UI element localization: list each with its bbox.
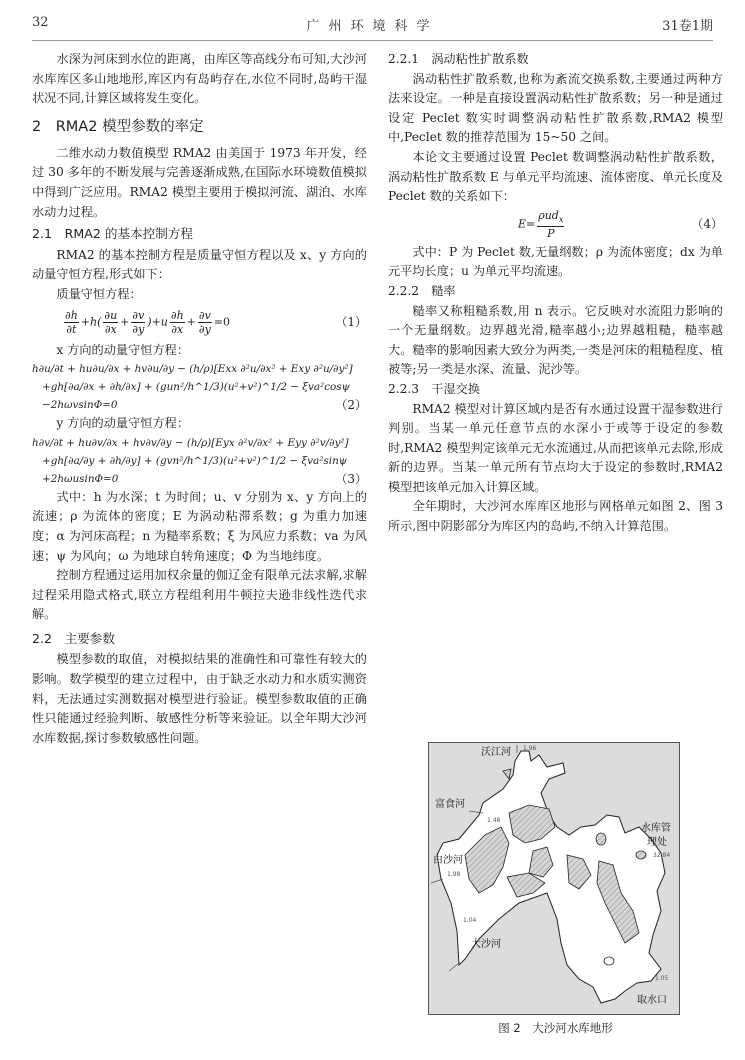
subsubsection-heading: 2.2.2 糙率 xyxy=(388,283,456,298)
island xyxy=(636,851,646,859)
equation-line: +gh[∂a/∂x + ∂h/∂x] + (gun²/h^1/3)(u²+v²)^1/2 − ξva²cosψ xyxy=(42,381,350,394)
label-dasha-river: 大沙河 xyxy=(471,939,501,950)
equation-number: （2） xyxy=(335,398,367,413)
paragraph: 糙率又称粗糙系数,用 n 表示。它反映对水流阻力影响的一个无量纲数。边界越光滑,糙率越小;边界越粗糙，糙率越大。糙率的影响因素大致分为两类,一类是河床的粗糙程度、植被等;另一类是水深、流量、泥沙等。 xyxy=(388,303,723,377)
section-heading: 2 RMA2 模型参数的率定 xyxy=(32,118,204,135)
value-intake: 1.05 xyxy=(655,975,669,982)
figure-caption: 图 2 大沙河水库地形 xyxy=(498,1021,613,1035)
paragraph: 全年期时，大沙河水库库区地形与网格单元如图 2、图 3 所示,图中阴影部分为库区内的岛屿,不纳入计算范围。 xyxy=(388,499,723,534)
label-baisha-river: 白沙河 xyxy=(433,855,463,866)
equation-label: x 方向的动量守恒方程： xyxy=(56,342,190,357)
equation-1: $\frac{\partial h}{\partial t}$ +h( $\frac{\partial u}{\partial x}$ + $\frac{\partial v}{\partial y}$ )+u $\frac{\partial h}{\partial x}$ + $\frac{\partial v}{\partial y}$ =0 （1） xyxy=(65,309,367,337)
paragraph: 本论文主要通过设置 Peclet 数调整涡动粘性扩散系数，涡动粘性扩散系数 E 与单元平均流速、流体密度、单元长度及 Peclet 数的关系如下： xyxy=(388,149,723,204)
equation-line: h∂u/∂t + hu∂u/∂x + hv∂u/∂y − (h/ρ)[Exx ∂²u/∂x² + Exy ∂²u/∂y²] xyxy=(32,363,353,376)
equation-number: （3） xyxy=(335,471,367,486)
inflow-arrow xyxy=(431,879,443,883)
journal-title: 广州环境科学 xyxy=(306,19,439,34)
header-rule xyxy=(32,40,713,41)
equation-line: h∂v/∂t + hu∂v/∂x + hv∂v/∂y − (h/ρ)[Eyx ∂²v/∂x² + Eyy ∂²v/∂y²] xyxy=(32,436,349,449)
equation-4: E= $\frac{\rho ud_x}{P}$ （4） xyxy=(518,209,723,241)
island xyxy=(604,957,614,965)
equation-label: 质量守恒方程： xyxy=(56,286,142,301)
value-dasha: 1.04 xyxy=(463,917,477,924)
reservoir-map xyxy=(429,743,679,1014)
paragraph: RMA2 模型对计算区域内是否有水通过设置干湿参数进行判别。当某一单元任意节点的水深小于或等于设定的参数时,RMA2 模型判定该单元无水流通过,从而把该单元去除,形成新的边界。当某一单元所有节点均大于设定的参数时,RMA2 模型把该单元加入计算区域。 xyxy=(388,401,723,494)
subsection-heading: 2.1 RMA2 的基本控制方程 xyxy=(32,226,194,242)
subsection-heading: 2.2 主要参数 xyxy=(32,630,115,646)
equation-number: （1） xyxy=(335,314,367,329)
equation-3 xyxy=(32,434,367,488)
island xyxy=(596,833,606,845)
value-baisha: 1.98 xyxy=(447,871,461,878)
value-fushi: 1.48 xyxy=(487,817,501,824)
equation-line: +gh[∂a/∂y + ∂h/∂y] + (gvn²/h^1/3)(u²+v²)^1/2 − ξva²sinψ xyxy=(42,454,347,467)
equation-line: +2hωusinΦ=0 xyxy=(42,472,119,485)
reservoir-map-figure xyxy=(428,742,680,1015)
paragraph: 式中：P 为 Peclet 数,无量纲数；ρ 为流体密度；dx 为单元平均长度；u 为单元平均流速。 xyxy=(388,244,723,279)
label-fushi-river: 富食河 xyxy=(435,799,465,810)
volume-issue: 31卷1期 xyxy=(662,19,713,34)
island xyxy=(503,769,511,779)
paragraph: RMA2 的基本控制方程是质量守恒方程以及 x、y 方向的动量守恒方程,形式如下： xyxy=(32,247,367,282)
value-wojiang: 1.96 xyxy=(523,745,537,752)
label-management-office-2: 理处 xyxy=(647,837,667,848)
paragraph: 水深为河床到水位的距离，由库区等高线分布可知,大沙河水库库区多山地地形,库区内有岛屿存在,水位不同时,岛屿干湿状况不同,计算区域将发生变化。 xyxy=(32,52,367,106)
right-column xyxy=(388,50,723,537)
inflow-arrow xyxy=(449,963,459,971)
page-number: 32 xyxy=(32,15,49,30)
label-water-intake: 取水口 xyxy=(637,995,667,1006)
equation-label: y 方向的动量守恒方程： xyxy=(56,416,190,431)
paragraph: 模型参数的取值，对模拟结果的准确性和可靠性有较大的影响。数学模型的建立过程中，由于缺乏水动力和水质实测资料，无法通过实测数据对模型进行验证。模型参数取值的正确性只能通过经验判断、敏感性分析等来验证。以全年期大沙河水库数据,探讨参数敏感性问题。 xyxy=(32,652,367,745)
paragraph: 控制方程通过运用加权余量的伽辽金有限单元法求解,求解过程采用隐式格式,联立方程组利用牛顿拉夫逊非线性迭代求解。 xyxy=(32,568,367,622)
equation-number: （4） xyxy=(691,216,723,231)
paragraph: 二维水动力数值模型 RMA2 由美国于 1973 年开发，经过 30 多年的不断发展与完善逐渐成熟,在国际水环境数值模拟中得到广泛应用。RMA2 模型主要用于模拟河流、湖泊、水库水动力过程。 xyxy=(32,145,367,219)
equation-2 xyxy=(32,360,367,414)
running-header xyxy=(32,15,713,37)
left-column xyxy=(32,50,367,748)
value-management: 32.84 xyxy=(653,852,671,859)
label-management-office: 水库管 xyxy=(641,823,671,834)
paragraph: 涡动粘性扩散系数,也称为紊流交换系数,主要通过两种方法来设定。一种是直接设置涡动粘性扩散系数；另一种是通过设定 Peclet 数实时调整涡动粘性扩散系数,RMA2 模型中,Peclet 数的推荐范围为 15~50 之间。 xyxy=(388,71,723,145)
label-wojiang-river: 沃江河 xyxy=(481,747,511,758)
subsubsection-heading: 2.2.1 涡动粘性扩散系数 xyxy=(388,52,529,66)
subsubsection-heading: 2.2.3 干湿交换 xyxy=(388,381,480,396)
paragraph: 式中：h 为水深；t 为时间；u、v 分别为 x、y 方向上的流速；ρ 为流体的密度；E 为涡动粘滞系数；g 为重力加速度；α 为河床高程；n 为糙率系数；ξ 为风应力系数；va 为风速；ψ 为风向；ω 为地球自转角速度；Φ 为当地纬度。 xyxy=(32,489,367,563)
equation-line: −2hωvsinΦ=0 xyxy=(42,399,118,412)
